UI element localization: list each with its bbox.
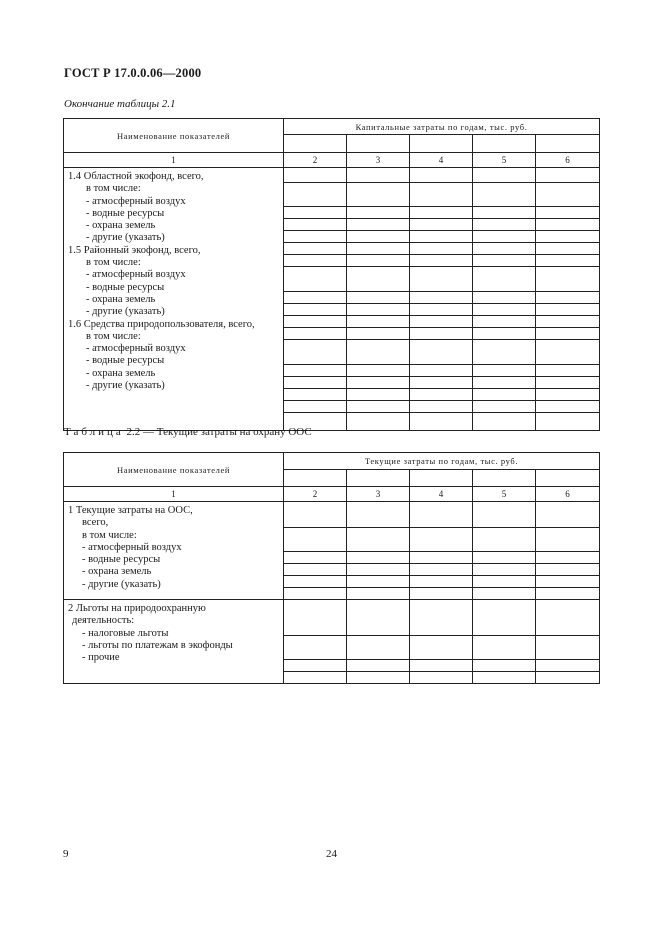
column-number: 6 xyxy=(536,153,600,168)
indicator-names-cell xyxy=(64,168,284,431)
indicator-line: - охрана земель xyxy=(86,220,156,232)
data-cell xyxy=(536,377,600,389)
data-cell xyxy=(347,231,410,243)
data-cell xyxy=(410,267,473,292)
data-cell xyxy=(347,588,410,600)
indicator-line: 1.6 Средства природопользователя, всего, xyxy=(68,318,255,330)
column-number: 6 xyxy=(536,487,600,502)
data-cell xyxy=(410,576,473,588)
data-cell xyxy=(410,401,473,413)
column-number: 2 xyxy=(284,487,347,502)
indicator-line: - охрана земель xyxy=(86,293,156,305)
indicator-line: - водные ресурсы xyxy=(86,207,165,219)
data-cell xyxy=(284,231,347,243)
data-cell xyxy=(473,377,536,389)
data-cell xyxy=(347,207,410,219)
year-header-cell xyxy=(473,470,536,487)
data-cell xyxy=(284,401,347,413)
data-cell xyxy=(473,389,536,401)
indicator-line: - охрана земель xyxy=(82,566,152,578)
data-cell xyxy=(347,600,410,636)
indicator-line: в том числе: xyxy=(82,529,137,541)
data-cell xyxy=(473,328,536,340)
data-cell xyxy=(410,588,473,600)
data-cell xyxy=(410,168,473,183)
data-cell xyxy=(284,636,347,660)
data-cell xyxy=(347,502,410,528)
data-cell xyxy=(410,552,473,564)
data-cell xyxy=(473,600,536,636)
year-header-cell xyxy=(410,135,473,153)
data-cell xyxy=(284,328,347,340)
data-cell xyxy=(410,255,473,267)
data-cell xyxy=(473,243,536,255)
data-cell xyxy=(473,292,536,304)
data-cell xyxy=(536,231,600,243)
indicator-line: - прочие xyxy=(82,652,120,664)
data-cell xyxy=(536,243,600,255)
indicator-line: - другие (указать) xyxy=(86,306,165,318)
data-cell xyxy=(410,528,473,552)
data-cell xyxy=(284,365,347,377)
indicator-line: - атмосферный воздух xyxy=(86,343,186,355)
data-cell xyxy=(410,292,473,304)
indicator-line: 1.4 Областной экофонд, всего, xyxy=(68,171,204,182)
section-1-names-cell xyxy=(64,502,284,600)
indicator-line: - льготы по платежам в экофонды xyxy=(82,639,233,651)
data-cell xyxy=(284,219,347,231)
data-cell xyxy=(410,207,473,219)
data-cell xyxy=(347,576,410,588)
indicator-line: - атмосферный воздух xyxy=(86,195,186,207)
data-cell xyxy=(347,636,410,660)
data-cell xyxy=(536,340,600,365)
data-cell xyxy=(473,219,536,231)
data-cell xyxy=(473,588,536,600)
data-cell xyxy=(536,636,600,660)
data-cell xyxy=(536,600,600,636)
data-cell xyxy=(347,183,410,207)
data-cell xyxy=(347,401,410,413)
indicator-line: в том числе: xyxy=(86,330,141,342)
indicator-line: - налоговые льготы xyxy=(82,627,169,639)
data-cell xyxy=(536,183,600,207)
data-cell xyxy=(284,340,347,365)
data-cell xyxy=(410,636,473,660)
data-cell xyxy=(473,528,536,552)
data-cell xyxy=(284,207,347,219)
data-cell xyxy=(473,316,536,328)
data-cell xyxy=(536,316,600,328)
data-cell xyxy=(410,340,473,365)
data-cell xyxy=(473,672,536,684)
data-cell xyxy=(347,292,410,304)
data-cell xyxy=(284,600,347,636)
data-cell xyxy=(347,168,410,183)
data-cell xyxy=(347,564,410,576)
data-cell xyxy=(473,207,536,219)
data-cell xyxy=(410,316,473,328)
data-cell xyxy=(536,576,600,588)
data-cell xyxy=(473,231,536,243)
data-cell xyxy=(284,304,347,316)
data-cell xyxy=(536,502,600,528)
data-cell xyxy=(347,389,410,401)
data-cell xyxy=(284,267,347,292)
data-cell xyxy=(536,564,600,576)
data-cell xyxy=(284,255,347,267)
data-cell xyxy=(473,636,536,660)
data-cell xyxy=(347,328,410,340)
indicator-line: - охрана земель xyxy=(86,367,156,379)
column-number: 2 xyxy=(284,153,347,168)
column-header-name: Наименование показателей xyxy=(64,453,284,487)
year-header-cell xyxy=(284,470,347,487)
data-cell xyxy=(536,413,600,431)
table-2-2 xyxy=(63,452,600,684)
data-cell xyxy=(473,660,536,672)
year-header-cell xyxy=(473,135,536,153)
indicator-line: - другие (указать) xyxy=(86,380,165,392)
data-cell xyxy=(410,231,473,243)
data-cell xyxy=(473,168,536,183)
indicator-line: - водные ресурсы xyxy=(82,554,161,566)
data-cell xyxy=(284,672,347,684)
data-cell xyxy=(410,377,473,389)
year-header-cell xyxy=(347,135,410,153)
table-label: Таблица xyxy=(64,426,124,438)
data-cell xyxy=(410,413,473,431)
data-cell xyxy=(473,340,536,365)
year-header-cell xyxy=(347,470,410,487)
data-cell xyxy=(473,365,536,377)
data-cell xyxy=(284,528,347,552)
indicator-line: - водные ресурсы xyxy=(86,281,165,293)
data-cell xyxy=(410,243,473,255)
data-cell xyxy=(536,207,600,219)
column-number: 4 xyxy=(410,487,473,502)
data-cell xyxy=(347,304,410,316)
data-cell xyxy=(347,255,410,267)
data-cell xyxy=(536,401,600,413)
column-number: 1 xyxy=(64,487,284,502)
data-cell xyxy=(284,502,347,528)
data-cell xyxy=(410,389,473,401)
data-cell xyxy=(473,183,536,207)
data-cell xyxy=(410,219,473,231)
data-cell xyxy=(536,365,600,377)
year-header-cell xyxy=(284,135,347,153)
data-cell xyxy=(410,365,473,377)
column-group-header: Капитальные затраты по годам, тыс. руб. xyxy=(284,119,600,135)
data-cell xyxy=(284,576,347,588)
data-cell xyxy=(410,600,473,636)
indicator-line: - атмосферный воздух xyxy=(82,541,182,553)
data-cell xyxy=(347,413,410,431)
data-cell xyxy=(536,672,600,684)
data-cell xyxy=(347,552,410,564)
data-cell xyxy=(473,576,536,588)
data-cell xyxy=(473,564,536,576)
data-cell xyxy=(536,552,600,564)
data-cell xyxy=(284,389,347,401)
indicator-line: деятельность: xyxy=(72,615,135,627)
data-cell xyxy=(473,502,536,528)
indicator-line: 1.5 Районный экофонд, всего, xyxy=(68,244,201,256)
indicator-line: в том числе: xyxy=(86,183,141,195)
data-cell xyxy=(536,304,600,316)
data-cell xyxy=(410,502,473,528)
data-cell xyxy=(347,316,410,328)
data-cell xyxy=(536,389,600,401)
data-cell xyxy=(347,377,410,389)
column-group-header: Текущие затраты по годам, тыс. руб. xyxy=(284,453,600,470)
data-cell xyxy=(536,219,600,231)
data-cell xyxy=(536,168,600,183)
footer-left-number: 9 xyxy=(63,848,69,860)
data-cell xyxy=(347,528,410,552)
column-number: 4 xyxy=(410,153,473,168)
indicator-line: всего, xyxy=(82,517,109,529)
column-number: 3 xyxy=(347,153,410,168)
data-cell xyxy=(284,564,347,576)
data-cell xyxy=(347,660,410,672)
data-cell xyxy=(284,552,347,564)
data-cell xyxy=(536,292,600,304)
data-cell xyxy=(347,267,410,292)
data-cell xyxy=(536,528,600,552)
data-cell xyxy=(284,243,347,255)
year-header-cell xyxy=(536,135,600,153)
data-cell xyxy=(473,413,536,431)
data-cell xyxy=(536,267,600,292)
data-cell xyxy=(473,552,536,564)
indicator-line: - водные ресурсы xyxy=(86,355,165,367)
data-cell xyxy=(536,588,600,600)
data-cell xyxy=(473,401,536,413)
data-cell xyxy=(410,304,473,316)
indicator-line: - другие (указать) xyxy=(86,232,165,244)
data-cell xyxy=(284,377,347,389)
data-cell xyxy=(284,660,347,672)
data-cell xyxy=(536,328,600,340)
data-cell xyxy=(410,660,473,672)
document-code: ГОСТ Р 17.0.0.06—2000 xyxy=(64,66,202,80)
table-2-1-caption: Окончание таблицы 2.1 xyxy=(64,98,176,110)
data-cell xyxy=(473,267,536,292)
column-number: 5 xyxy=(473,153,536,168)
data-cell xyxy=(473,255,536,267)
data-cell xyxy=(536,660,600,672)
data-cell xyxy=(284,168,347,183)
data-cell xyxy=(347,219,410,231)
indicator-line: 2 Льготы на природоохранную xyxy=(68,603,206,614)
table-title: 2.2 — Текущие затраты на охрану ООС xyxy=(126,426,312,438)
year-header-cell xyxy=(410,470,473,487)
data-cell xyxy=(410,672,473,684)
data-cell xyxy=(284,183,347,207)
data-cell xyxy=(284,292,347,304)
column-number: 1 xyxy=(64,153,284,168)
data-cell xyxy=(347,672,410,684)
column-number: 3 xyxy=(347,487,410,502)
data-cell xyxy=(473,304,536,316)
data-cell xyxy=(410,183,473,207)
page-number: 24 xyxy=(326,848,337,860)
indicator-line: 1 Текущие затраты на ООС, xyxy=(68,505,193,516)
year-header-cell xyxy=(536,470,600,487)
data-cell xyxy=(347,340,410,365)
indicator-line: - атмосферный воздух xyxy=(86,269,186,281)
data-cell xyxy=(347,365,410,377)
table-2-2-caption xyxy=(64,426,312,438)
data-cell xyxy=(347,243,410,255)
table-2-1 xyxy=(63,118,600,431)
data-cell xyxy=(410,328,473,340)
column-header-name: Наименование показателей xyxy=(64,119,284,153)
data-cell xyxy=(284,316,347,328)
data-cell xyxy=(536,255,600,267)
column-number: 5 xyxy=(473,487,536,502)
indicator-line: в том числе: xyxy=(86,257,141,269)
data-cell xyxy=(284,588,347,600)
section-2-names-cell xyxy=(64,600,284,684)
indicator-line: - другие (указать) xyxy=(82,578,161,590)
data-cell xyxy=(410,564,473,576)
